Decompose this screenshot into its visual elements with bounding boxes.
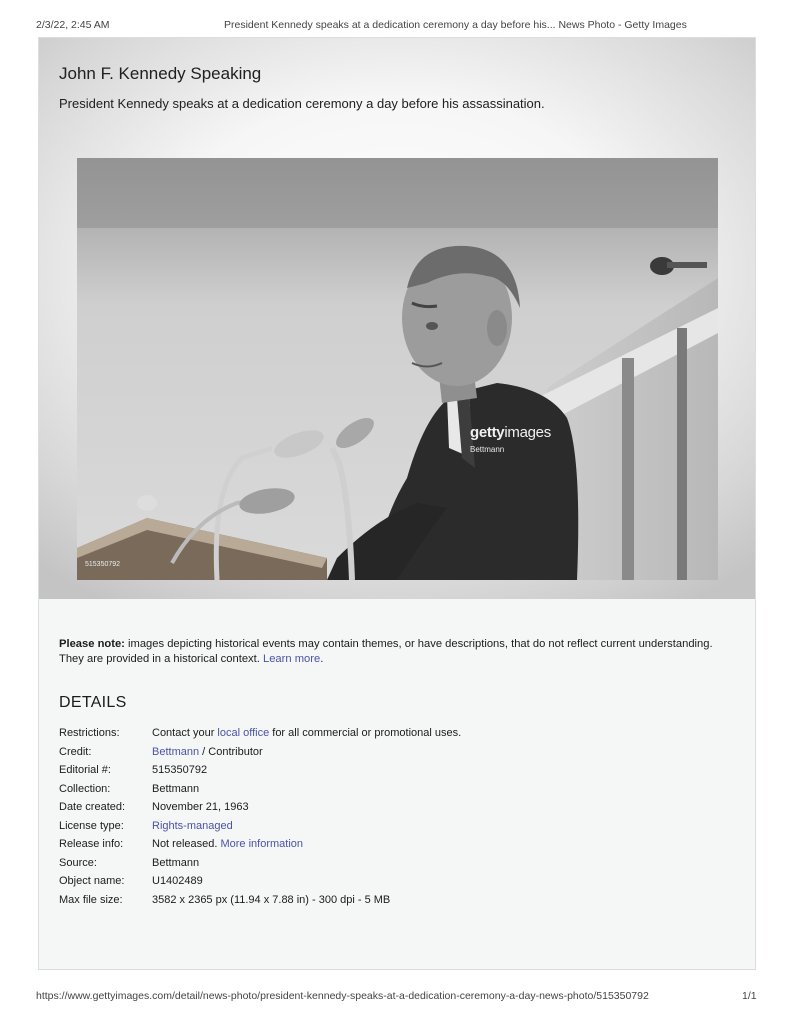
notice-text: images depicting historical events may contain themes, or have descriptions, that do not reflect current understanding. They are provided in a historical context. bbox=[59, 638, 713, 665]
photo-illustration bbox=[77, 158, 718, 580]
photo-caption: President Kennedy speaks at a dedication ceremony a day before his assassination. bbox=[59, 96, 545, 111]
more-information-link[interactable]: More information bbox=[220, 838, 304, 850]
hero-section bbox=[39, 38, 755, 599]
detail-value-text: Not released. bbox=[152, 838, 221, 850]
detail-label: Release info: bbox=[59, 838, 124, 850]
print-url: https://www.gettyimages.com/detail/news-photo/president-kennedy-speaks-at-a-dedication-ceremony-a-day-news-photo/515350792 bbox=[36, 990, 649, 1002]
detail-label: Object name: bbox=[59, 875, 125, 887]
details-heading: DETAILS bbox=[59, 694, 127, 711]
detail-value bbox=[152, 746, 263, 758]
detail-label: Credit: bbox=[59, 745, 92, 758]
news-photo[interactable] bbox=[77, 158, 718, 580]
detail-label: License type: bbox=[59, 819, 124, 832]
detail-value: Bettmann bbox=[152, 856, 200, 869]
detail-value bbox=[152, 838, 303, 850]
notice-end: . bbox=[320, 653, 324, 665]
detail-value: November 21, 1963 bbox=[152, 801, 249, 813]
detail-label: Editorial #: bbox=[59, 764, 111, 776]
print-date: 2/3/22, 2:45 AM bbox=[36, 19, 110, 31]
photo-detail-card bbox=[38, 37, 756, 970]
detail-label: Max file size: bbox=[59, 893, 123, 906]
historical-notice bbox=[59, 637, 739, 667]
watermark-logo-bold: getty bbox=[470, 424, 505, 441]
watermark-image-id: 515350792 bbox=[85, 561, 121, 568]
detail-value: 515350792 bbox=[152, 764, 208, 776]
getty-watermark-logo bbox=[470, 424, 551, 441]
print-page-title: President Kennedy speaks at a dedication ceremony a day before his... News Photo - Getty Images bbox=[224, 19, 687, 31]
local-office-link[interactable]: local office bbox=[217, 727, 270, 739]
detail-label: Source: bbox=[59, 856, 97, 869]
learn-more-link[interactable]: Learn more bbox=[262, 653, 321, 665]
detail-value: Bettmann bbox=[152, 782, 200, 795]
detail-value: U1402489 bbox=[152, 875, 203, 887]
detail-value: 3582 x 2365 px (11.94 x 7.88 in) - 300 dpi - 5 MB bbox=[152, 893, 391, 906]
print-header bbox=[0, 0, 792, 36]
watermark-credit: Bettmann bbox=[470, 445, 505, 454]
detail-value bbox=[152, 820, 233, 832]
detail-label: Collection: bbox=[59, 782, 111, 795]
detail-value-text: for all commercial or promotional uses. bbox=[269, 727, 462, 739]
print-page-number: 1/1 bbox=[742, 990, 757, 1002]
detail-value-text: / Contributor bbox=[199, 745, 263, 758]
detail-label: Date created: bbox=[59, 801, 126, 813]
bettmann-link[interactable]: Bettmann bbox=[152, 745, 200, 758]
detail-value-text: Contact your bbox=[152, 727, 218, 739]
rights-managed-link[interactable]: Rights-managed bbox=[152, 819, 233, 832]
watermark-logo-rest: images bbox=[504, 424, 551, 441]
detail-label: Restrictions: bbox=[59, 727, 120, 739]
detail-value bbox=[152, 727, 461, 739]
page-title: John F. Kennedy Speaking bbox=[59, 64, 262, 83]
notice-label: Please note: bbox=[59, 638, 125, 650]
